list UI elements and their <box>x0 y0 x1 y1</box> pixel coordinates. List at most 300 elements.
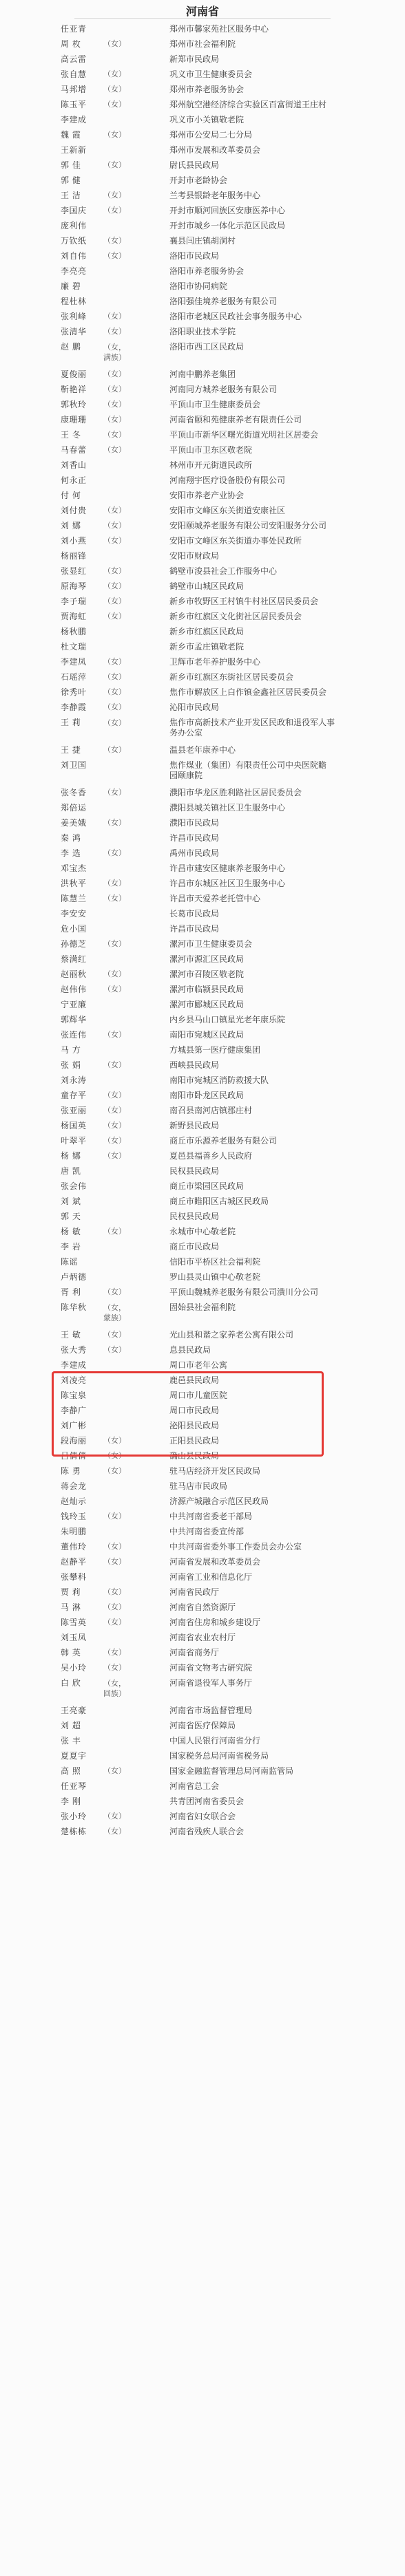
list-item <box>0 339 405 367</box>
honoree-organization: 许昌市天爱养老托管中心 <box>169 894 261 903</box>
honoree-organization: 内乡县马山口镇星光老年康乐院 <box>169 1015 286 1024</box>
honoree-organization: 漯河市临颍县民政局 <box>169 985 245 994</box>
honoree-name: 康珊珊 <box>61 415 87 425</box>
list-item <box>0 1630 405 1645</box>
highlight-box <box>52 1371 324 1457</box>
list-item <box>0 533 405 548</box>
list-item <box>0 21 405 36</box>
honoree-note: （女） <box>103 206 126 215</box>
honoree-organization: 河南翔宇医疗设备股份有限公司 <box>169 475 286 485</box>
list-item <box>0 1088 405 1103</box>
honoree-note: （女） <box>103 848 126 857</box>
honoree-organization: 民权县民政局 <box>169 1212 220 1221</box>
honoree-organization: 河南省住房和城乡建设厅 <box>169 1618 261 1627</box>
honoree-organization: 洛阳市养老服务协会 <box>169 266 245 276</box>
honoree-name: 张显红 <box>61 566 87 576</box>
honoree-organization: 河南省自然资源厅 <box>169 1602 236 1612</box>
honoree-organization: 固始县社会福利院 <box>169 1302 236 1312</box>
list-item <box>0 906 405 921</box>
list-item <box>0 473 405 488</box>
honoree-name: 张 丰 <box>61 1736 81 1746</box>
honoree-organization: 正阳县民政局 <box>169 1436 220 1446</box>
list-item <box>0 1718 405 1733</box>
honoree-organization: 河南省医疗保障局 <box>169 1721 236 1730</box>
honoree-name: 郭秋玲 <box>61 400 87 409</box>
list-item <box>0 861 405 876</box>
honoree-name: 卢炳德 <box>61 1272 87 1282</box>
honoree-name: 刘卫国 <box>61 760 87 770</box>
list-item <box>0 1509 405 1524</box>
honoree-name: 赵丽秋 <box>61 969 87 979</box>
honoree-organization: 长葛市民政局 <box>169 909 220 919</box>
honoree-organization: 新乡市红旗区民政局 <box>169 627 245 636</box>
list-item <box>0 294 405 309</box>
honoree-organization: 国家税务总局河南省税务局 <box>169 1751 269 1761</box>
list-item <box>0 412 405 427</box>
honoree-organization: 河南省工业和信息化厅 <box>169 1572 253 1582</box>
honoree-note: （女） <box>103 672 126 681</box>
honoree-organization: 南阳市卧龙区民政局 <box>169 1091 245 1100</box>
honoree-name: 张会伟 <box>61 1181 87 1191</box>
honoree-organization: 河南省发展和改革委员会 <box>169 1557 261 1567</box>
honoree-note: （女） <box>103 1466 126 1475</box>
honoree-organization: 中共河南省委宣传部 <box>169 1527 245 1536</box>
honoree-name: 马邦增 <box>61 85 87 94</box>
honoree-name: 刘香山 <box>61 460 87 470</box>
list-item <box>0 397 405 412</box>
list-item <box>0 564 405 579</box>
honoree-name: 高云雷 <box>61 54 87 64</box>
list-item <box>0 1118 405 1133</box>
list-item <box>0 112 405 127</box>
honoree-name: 李 岩 <box>61 1242 81 1252</box>
honoree-name: 危小国 <box>61 924 87 934</box>
honoree-name: 陈华秋 <box>61 1302 87 1312</box>
honoree-name: 刘永涛 <box>61 1075 87 1085</box>
honoree-note: （女） <box>103 130 126 139</box>
honoree-organization: 郑州市养老服务协会 <box>169 85 245 94</box>
honoree-organization: 商丘市民政局 <box>169 1242 220 1252</box>
honoree-organization: 商丘市睢阳区古城区民政局 <box>169 1196 269 1206</box>
honoree-organization: 中国人民银行河南省分行 <box>169 1736 261 1746</box>
honoree-organization: 新乡市红旗区东街社区居民委员会 <box>169 672 294 682</box>
honoree-name: 唐 凯 <box>61 1166 81 1176</box>
list-item <box>0 800 405 815</box>
honoree-organization: 安阳市财政局 <box>169 551 220 561</box>
list-item <box>0 158 405 173</box>
honoree-name: 程杜林 <box>61 297 87 306</box>
honoree-name: 段海丽 <box>61 1436 87 1446</box>
list-item <box>0 1554 405 1569</box>
list-item <box>0 248 405 264</box>
honoree-name: 钱玲玉 <box>61 1512 87 1521</box>
honoree-name: 杨 娜 <box>61 1151 81 1161</box>
honoree-organization: 新乡市红旗区文化街社区居民委员会 <box>169 612 302 621</box>
list-item <box>0 715 405 742</box>
honoree-organization: 周口市儿童医院 <box>169 1391 228 1400</box>
honoree-note: （女） <box>103 1557 126 1566</box>
honoree-organization: 新乡市孟庄镇敬老院 <box>169 642 245 652</box>
list-item <box>0 1012 405 1027</box>
honoree-note: （女） <box>103 1663 126 1672</box>
honoree-name: 蔡满红 <box>61 954 87 964</box>
honoree-organization: 驻马店经济开发区民政局 <box>169 1466 261 1476</box>
honoree-note: （女） <box>103 894 126 903</box>
honoree-name: 高 照 <box>61 1766 81 1776</box>
list-item <box>0 967 405 982</box>
list-item <box>0 264 405 279</box>
list-item <box>0 503 405 518</box>
honoree-name: 马 淋 <box>61 1602 81 1612</box>
list-item <box>0 1058 405 1073</box>
honoree-organization: 襄县闫庄镇胡洞村 <box>169 236 236 246</box>
list-item <box>0 1224 405 1239</box>
honoree-name: 朱明鹏 <box>61 1527 87 1536</box>
honoree-name: 陈谣 <box>61 1257 79 1267</box>
list-item <box>0 1463 405 1479</box>
honoree-organization: 许昌市东城区社区卫生服务中心 <box>169 879 286 888</box>
honoree-name: 吕倩倩 <box>61 1451 87 1461</box>
honoree-name: 石瑶萍 <box>61 672 87 682</box>
honoree-organization: 河南省商务厅 <box>169 1648 220 1657</box>
honoree-organization: 中共河南省委老干部局 <box>169 1512 253 1521</box>
honoree-organization: 漯河市源汇区民政局 <box>169 954 245 964</box>
honoree-organization: 郑州市发展和改革委员会 <box>169 145 261 155</box>
honoree-note: （女） <box>103 1451 126 1460</box>
list-item <box>0 382 405 397</box>
honoree-note: （女） <box>103 1827 126 1836</box>
honoree-organization: 开封市老龄协会 <box>169 175 228 185</box>
honoree-organization: 平顶山市卫生健康委员会 <box>169 400 261 409</box>
list-item <box>0 36 405 52</box>
honoree-organization: 共青团河南省委员会 <box>169 1796 245 1806</box>
honoree-name: 刘自伟 <box>61 251 87 261</box>
honoree-note: （女） <box>103 1648 126 1657</box>
list-item <box>0 936 405 952</box>
honoree-organization: 河南省民政厅 <box>169 1587 220 1597</box>
honoree-name: 刘广彬 <box>61 1421 87 1430</box>
honoree-note: （女） <box>103 1330 126 1339</box>
honoree-note: （女） <box>103 506 126 515</box>
list-item <box>0 1269 405 1285</box>
honoree-name: 洪秋平 <box>61 879 87 888</box>
honoree-organization: 新野县民政局 <box>169 1121 220 1130</box>
list-item <box>0 127 405 142</box>
list-item <box>0 876 405 891</box>
honoree-organization: 许昌市民政局 <box>169 924 220 934</box>
list-item <box>0 1675 405 1703</box>
list-item <box>0 1342 405 1357</box>
honoree-note: （女） <box>103 597 126 605</box>
honoree-name: 赵伟伟 <box>61 985 87 994</box>
honoree-name: 郭辉华 <box>61 1015 87 1024</box>
list-item <box>0 669 405 685</box>
honoree-note: （女） <box>103 236 126 245</box>
honoree-note: （女） <box>103 1587 126 1596</box>
honoree-note: （女， 满族） <box>103 343 126 362</box>
list-item <box>0 1357 405 1373</box>
honoree-organization: 漯河市郾城区民政局 <box>169 1000 245 1009</box>
honoree-organization: 焦作市解放区上白作镇金鑫社区居民委员会 <box>169 687 327 697</box>
honoree-note: （女） <box>103 191 126 200</box>
list-item <box>0 1703 405 1718</box>
list-item <box>0 1809 405 1824</box>
honoree-name: 徐秀叶 <box>61 687 87 697</box>
honoree-name: 李子瑞 <box>61 597 87 606</box>
honoree-organization: 郑州航空港经济综合实验区百富街道王庄村 <box>169 100 327 109</box>
honoree-organization: 沁阳市民政局 <box>169 702 220 712</box>
honoree-note: （女） <box>103 879 126 888</box>
honoree-name: 张攀科 <box>61 1572 87 1582</box>
honoree-organization: 濮阳县城关镇社区卫生服务中心 <box>169 803 286 813</box>
list-item <box>0 1148 405 1163</box>
honoree-organization: 河南同方城养老服务有限公司 <box>169 385 278 394</box>
honoree-name: 楚栋栋 <box>61 1827 87 1836</box>
honoree-name: 刘小燕 <box>61 536 87 546</box>
honoree-name: 张利峰 <box>61 312 87 321</box>
honoree-name: 蒋会龙 <box>61 1481 87 1491</box>
honoree-name: 胥 利 <box>61 1287 81 1297</box>
honoree-name: 李 刚 <box>61 1796 81 1806</box>
honoree-organization: 息县民政局 <box>169 1345 211 1355</box>
list-item <box>0 1585 405 1600</box>
honoree-organization: 郑州市馨家苑社区服务中心 <box>169 24 269 34</box>
honoree-organization: 兰考县银龄老年服务中心 <box>169 191 261 200</box>
list-item <box>0 1794 405 1809</box>
honoree-organization: 开封市顺河回族区安康医养中心 <box>169 206 286 215</box>
honoree-organization: 濮阳市华龙区胜利路社区居民委员会 <box>169 788 302 797</box>
honoree-organization: 洛阳市民政局 <box>169 251 220 261</box>
honoree-note: （女） <box>103 1227 126 1236</box>
list-item <box>0 233 405 248</box>
honoree-note: （女） <box>103 312 126 321</box>
list-item <box>0 1539 405 1554</box>
list-item <box>0 982 405 997</box>
honoree-organization: 巩义市卫生健康委员会 <box>169 69 253 79</box>
honoree-name: 王 洁 <box>61 191 81 200</box>
honoree-note: （女） <box>103 745 126 754</box>
list-item <box>0 685 405 700</box>
honoree-organization: 中共河南省委外事工作委员会办公室 <box>169 1542 302 1552</box>
honoree-name: 杨国英 <box>61 1121 87 1130</box>
honoree-organization: 河南省总工会 <box>169 1781 220 1791</box>
list-item <box>0 488 405 503</box>
honoree-name: 刘凌亮 <box>61 1375 87 1385</box>
list-item <box>0 846 405 861</box>
honoree-organization: 永城市中心敬老院 <box>169 1227 236 1236</box>
honoree-name: 魏 霞 <box>61 130 81 140</box>
honoree-note: （女） <box>103 1512 126 1521</box>
list-item <box>0 1239 405 1254</box>
honoree-organization: 许昌市民政局 <box>169 833 220 843</box>
honoree-note: （女） <box>103 612 126 621</box>
list-item <box>0 1254 405 1269</box>
honoree-organization: 禹州市民政局 <box>169 848 220 858</box>
list-item <box>0 830 405 846</box>
honoree-organization: 光山县和谐之家养老公寓有限公司 <box>169 1330 294 1340</box>
honoree-organization: 民权县民政局 <box>169 1166 220 1176</box>
honoree-note: （女） <box>103 1136 126 1145</box>
honoree-organization: 林州市开元街道民政所 <box>169 460 253 470</box>
honoree-name: 杜文瑞 <box>61 642 87 652</box>
honoree-name: 贾 莉 <box>61 1587 81 1597</box>
honoree-note: （女） <box>103 1436 126 1445</box>
honoree-name: 李建成 <box>61 115 87 125</box>
honoree-name: 王 敏 <box>61 1330 81 1340</box>
list-item <box>0 427 405 442</box>
honoree-organization: 新郑市民政局 <box>169 54 220 64</box>
honoree-organization: 河南省颐和苑健康养老有限责任公司 <box>169 415 302 425</box>
list-item <box>0 309 405 324</box>
list-item <box>0 785 405 800</box>
honoree-organization: 洛阳市西工区民政局 <box>169 342 245 352</box>
honoree-organization: 夏邑县福善乡人民政府 <box>169 1151 253 1161</box>
honoree-name: 赵 鹏 <box>61 342 81 352</box>
list-item <box>0 1763 405 1779</box>
honoree-organization: 温县老年康养中心 <box>169 745 236 755</box>
honoree-name: 杨丽锋 <box>61 551 87 561</box>
honoree-name: 万钦纸 <box>61 236 87 246</box>
honoree-organization: 驻马店市民政局 <box>169 1481 228 1491</box>
list-item <box>0 218 405 233</box>
honoree-name: 陈宝泉 <box>61 1391 87 1400</box>
list-item <box>0 1733 405 1748</box>
honoree-name: 郭 天 <box>61 1212 81 1221</box>
list-item <box>0 1569 405 1585</box>
honoree-organization: 济源产城融合示范区民政局 <box>169 1496 269 1506</box>
list-item <box>0 324 405 339</box>
list-item <box>0 1103 405 1118</box>
list-item <box>0 997 405 1012</box>
honoree-organization: 鹤壁市浚县社会工作服务中心 <box>169 566 278 576</box>
honoree-organization: 南召县南河店镇郡庄村 <box>169 1106 253 1115</box>
list-item <box>0 742 405 758</box>
honoree-name: 赵静平 <box>61 1557 87 1567</box>
honoree-organization: 濮阳市民政局 <box>169 818 220 828</box>
honoree-note: （女） <box>103 369 126 378</box>
honoree-note: （女） <box>103 251 126 260</box>
list-item <box>0 367 405 382</box>
honoree-organization: 焦作市高新技术产业开发区民政和退役军人事 务办公室 <box>169 718 335 738</box>
honoree-organization: 平顶山市卫东区敬老院 <box>169 445 253 455</box>
honoree-organization: 巩义市小关镇敬老院 <box>169 115 245 125</box>
honoree-name: 原海琴 <box>61 581 87 591</box>
list-item <box>0 518 405 533</box>
honoree-name: 任亚琴 <box>61 1781 87 1791</box>
honoree-name: 张小玲 <box>61 1812 87 1821</box>
honoree-note: （女） <box>103 160 126 169</box>
honoree-note: （女） <box>103 400 126 409</box>
honoree-name: 郭 佳 <box>61 160 81 170</box>
list-item <box>0 67 405 82</box>
honoree-organization: 安阳颐城养老服务有限公司安阳服务分公司 <box>169 521 327 530</box>
honoree-organization: 新乡市牧野区王村镇牛村社区居民委员会 <box>169 597 319 606</box>
honoree-name: 秦 鸿 <box>61 833 81 843</box>
honoree-name: 孙德芝 <box>61 939 87 949</box>
honoree-name: 童存平 <box>61 1091 87 1100</box>
honoree-organization: 洛阳职业技术学院 <box>169 327 236 336</box>
list-item <box>0 548 405 564</box>
list-item <box>0 1615 405 1630</box>
honoree-note: （女） <box>103 445 126 454</box>
honoree-name: 王 莉 <box>61 718 81 727</box>
honoree-organization: 西峡县民政局 <box>169 1060 220 1070</box>
honoree-name: 李亮亮 <box>61 266 87 276</box>
honoree-name: 陈 勇 <box>61 1466 81 1476</box>
honoree-organization: 河南省农业农村厅 <box>169 1633 236 1642</box>
honoree-organization: 确山县民政局 <box>169 1451 220 1461</box>
honoree-organization: 泌阳县民政局 <box>169 1421 220 1430</box>
honoree-note: （女） <box>103 1618 126 1627</box>
list-item <box>0 1600 405 1615</box>
honoree-organization: 安阳市文峰区东关街道安康社区 <box>169 506 286 515</box>
list-item <box>0 1194 405 1209</box>
honoree-name: 吴小玲 <box>61 1663 87 1673</box>
list-item <box>0 1209 405 1224</box>
list-item <box>0 639 405 654</box>
honoree-organization: 罗山县灵山镇中心敬老院 <box>169 1272 261 1282</box>
honoree-organization: 河南省残疾人联合会 <box>169 1827 245 1836</box>
honoree-note: （女） <box>103 1106 126 1115</box>
list-item <box>0 1133 405 1148</box>
honoree-organization: 河南省妇女联合会 <box>169 1812 236 1821</box>
list-item <box>0 279 405 294</box>
list-item <box>0 952 405 967</box>
honoree-note: （女） <box>103 1151 126 1160</box>
list-item <box>0 921 405 936</box>
honoree-name: 陈慧兰 <box>61 894 87 903</box>
honoree-organization: 商丘市乐源养老服务有限公司 <box>169 1136 278 1146</box>
honoree-note: （女） <box>103 415 126 424</box>
honoree-note: （女） <box>103 327 126 336</box>
honoree-name: 陈玉平 <box>61 100 87 109</box>
honoree-name: 何永正 <box>61 475 87 485</box>
honoree-note: （女） <box>103 566 126 575</box>
honoree-name: 马春蕾 <box>61 445 87 455</box>
page-title: 河南省 <box>185 5 219 18</box>
honoree-note: （女） <box>103 1766 126 1775</box>
list-item <box>0 1042 405 1058</box>
honoree-organization: 商丘市梁园区民政局 <box>169 1181 245 1191</box>
honoree-name: 李安安 <box>61 909 87 919</box>
honoree-note: （女） <box>103 1287 126 1296</box>
honoree-name: 夏夏宇 <box>61 1751 87 1761</box>
honoree-note: （女） <box>103 1602 126 1611</box>
honoree-name: 王 捷 <box>61 745 81 755</box>
list-item <box>0 1073 405 1088</box>
honoree-organization: 周口市民政局 <box>169 1406 220 1415</box>
list-item <box>0 1748 405 1763</box>
honoree-organization: 许昌市建安区健康养老服务中心 <box>169 863 286 873</box>
honoree-note: （女） <box>103 385 126 394</box>
honoree-organization: 平顶山魏城养老服务有限公司潢川分公司 <box>169 1287 319 1297</box>
honoree-note: （女） <box>103 818 126 827</box>
list-item <box>0 594 405 609</box>
honoree-name: 邓宝杰 <box>61 863 87 873</box>
list-item <box>0 82 405 97</box>
honoree-note: （女） <box>103 939 126 948</box>
honoree-name: 刘付贵 <box>61 506 87 515</box>
honoree-organization: 尉氏县民政局 <box>169 160 220 170</box>
honoree-organization: 鹿邑县民政局 <box>169 1375 220 1385</box>
honoree-name: 李 选 <box>61 848 81 858</box>
list-item <box>0 142 405 158</box>
honoree-organization: 焦作煤业（集团）有限责任公司中央医院瞻 园颐康院 <box>169 760 327 780</box>
honoree-note: （女） <box>103 85 126 94</box>
honoree-note: （女） <box>103 581 126 590</box>
honoree-organization: 郑州市社会福利院 <box>169 39 236 49</box>
honoree-name: 王亮豪 <box>61 1706 87 1715</box>
